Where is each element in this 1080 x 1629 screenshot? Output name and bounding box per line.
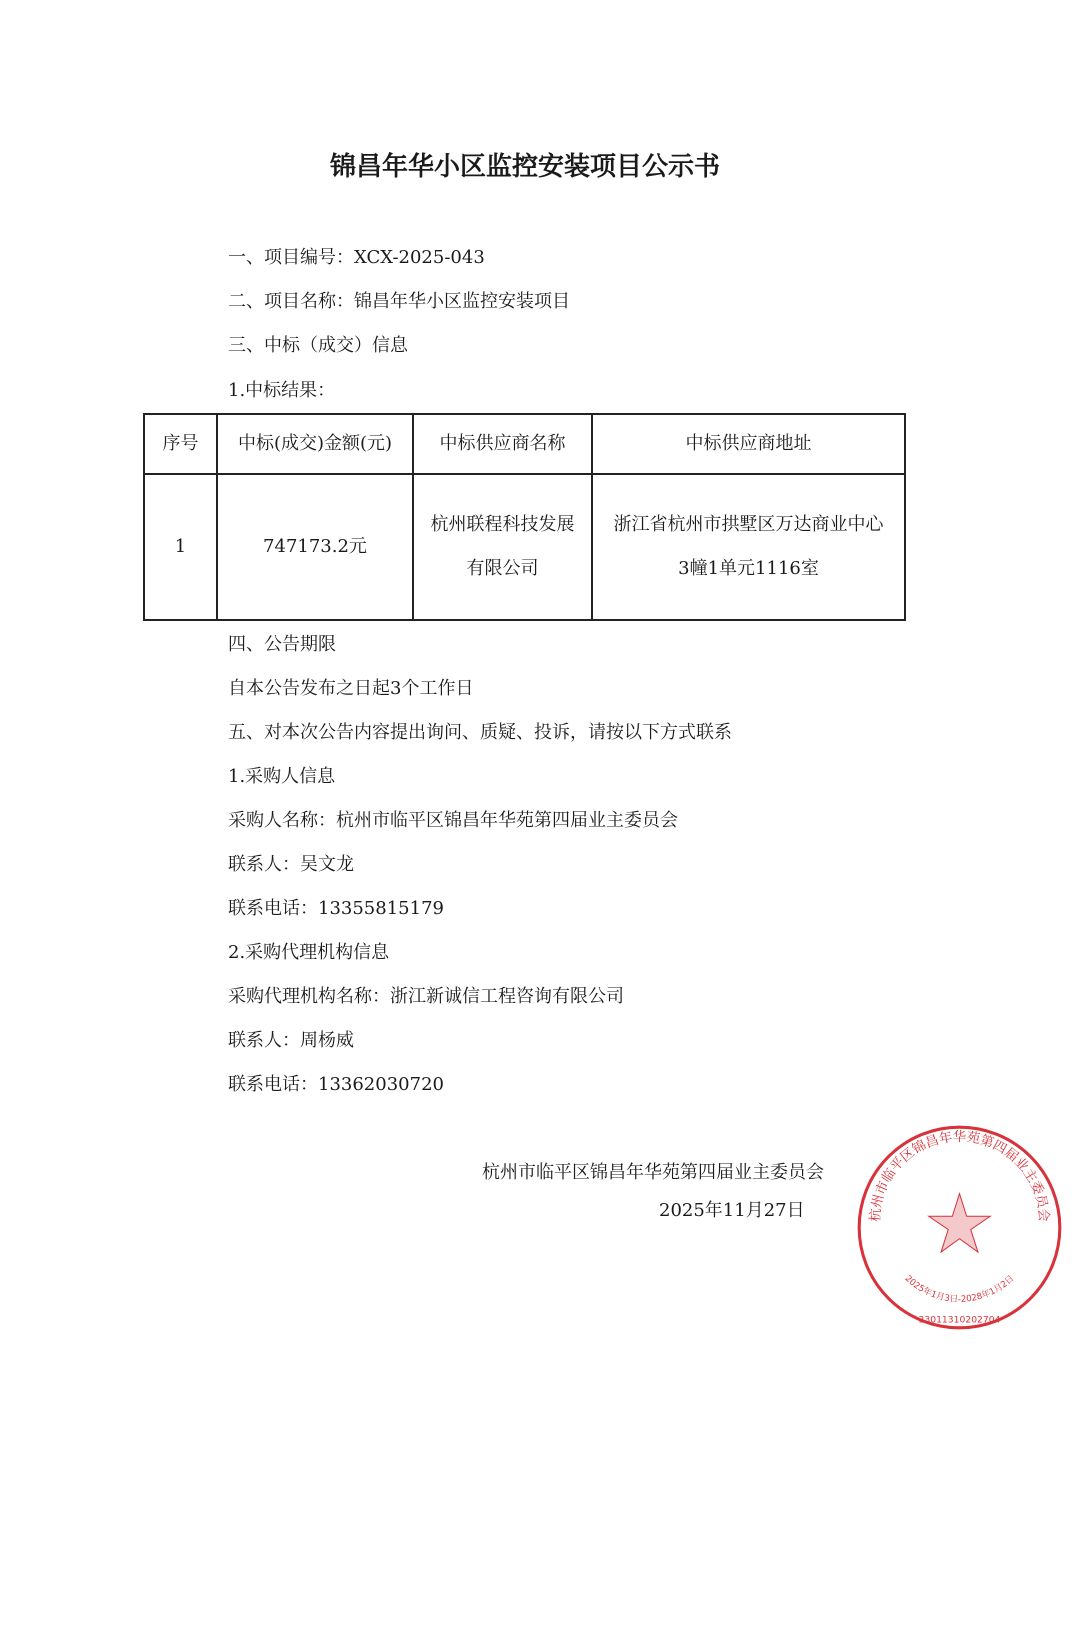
svg-text:2025年1月3日-2028年1月2日 xyxy=(903,1273,1017,1305)
buyer-name: 采购人名称：杭州市临平区锦昌年华苑第四届业主委员会 xyxy=(228,810,678,831)
buyer-heading: 1.采购人信息 xyxy=(228,766,336,787)
header-address: 中标供应商地址 xyxy=(592,414,905,474)
official-seal xyxy=(852,1120,1067,1335)
contact-heading: 五、对本次公告内容提出询问、质疑、投诉，请按以下方式联系 xyxy=(228,722,732,743)
seal-org-text: 杭州市临平区锦昌年华苑第四届业主委员会 xyxy=(868,1130,1051,1223)
seal-validity-text: 2025年1月3日-2028年1月2日 xyxy=(902,1273,1017,1305)
address-line1: 浙江省杭州市拱墅区万达商业中心 xyxy=(613,514,884,535)
cell-address xyxy=(592,474,905,620)
seal-code-text: 33011310202704 xyxy=(918,1314,1001,1326)
period-text: 自本公告发布之日起3个工作日 xyxy=(228,678,474,699)
agency-contact: 联系人：周杨威 xyxy=(228,1030,354,1051)
cell-no: 1 xyxy=(144,474,217,620)
table-row xyxy=(144,474,905,620)
buyer-phone: 联系电话：13355815179 xyxy=(228,898,444,919)
supplier-line1: 杭州联程科技发展 xyxy=(430,514,575,535)
agency-heading: 2.采购代理机构信息 xyxy=(228,942,390,963)
buyer-contact: 联系人：吴文龙 xyxy=(228,854,354,875)
agency-name: 采购代理机构名称：浙江新诚信工程咨询有限公司 xyxy=(228,986,624,1007)
award-info-heading: 三、中标（成交）信息 xyxy=(228,335,408,356)
address-line2: 3幢1单元1116室 xyxy=(678,558,819,579)
award-result-heading: 1.中标结果： xyxy=(228,380,336,401)
project-number: 一、项目编号：XCX-2025-043 xyxy=(228,247,485,268)
header-no: 序号 xyxy=(144,414,217,474)
award-table xyxy=(143,413,906,621)
cell-supplier xyxy=(413,474,592,620)
header-supplier: 中标供应商名称 xyxy=(413,414,592,474)
period-heading: 四、公告期限 xyxy=(228,634,336,655)
agency-phone: 联系电话：13362030720 xyxy=(228,1074,444,1095)
supplier-line2: 有限公司 xyxy=(466,558,539,579)
table-header-row xyxy=(144,414,905,474)
cell-amount: 747173.2元 xyxy=(217,474,413,620)
project-name: 二、项目名称：锦昌年华小区监控安装项目 xyxy=(228,291,570,312)
document-title: 锦昌年华小区监控安装项目公示书 xyxy=(329,152,720,182)
header-amount: 中标(成交)金额(元) xyxy=(217,414,413,474)
signature-date: 2025年11月27日 xyxy=(659,1200,805,1221)
seal-star-icon xyxy=(929,1194,990,1252)
signature-org: 杭州市临平区锦昌年华苑第四届业主委员会 xyxy=(482,1162,824,1183)
